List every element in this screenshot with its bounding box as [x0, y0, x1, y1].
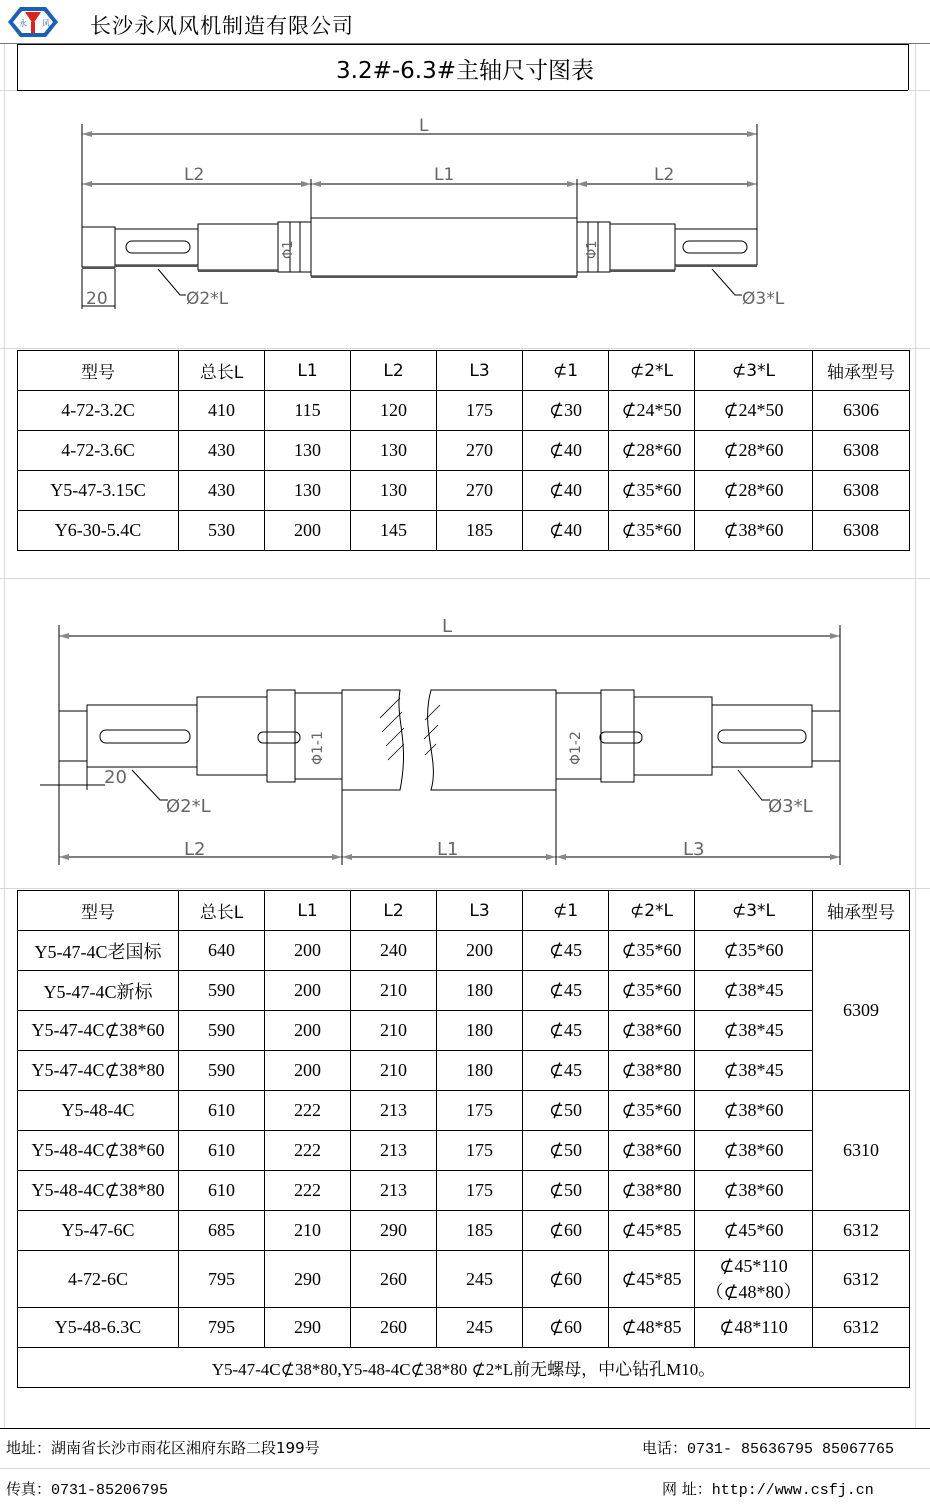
table-cell: 245: [437, 1308, 523, 1348]
table-cell: ⊄45: [523, 1011, 609, 1051]
table-cell: ⊄60: [523, 1211, 609, 1251]
table-cell: 4-72-6C: [18, 1251, 179, 1308]
table-cell: ⊄45: [523, 971, 609, 1011]
table-cell: ⊄40: [523, 511, 609, 551]
phi3L-label-2: Ø3*L: [768, 796, 813, 817]
table-cell: 610: [179, 1171, 265, 1211]
logo-char-right: 风: [42, 19, 50, 28]
dim-L2-label-2: L2: [184, 839, 206, 860]
table-cell: 180: [437, 1051, 523, 1091]
phi2L-label: Ø2*L: [186, 289, 229, 309]
table-cell: 6306: [813, 391, 910, 431]
table-cell: Y5-47-4C⊄38*80: [18, 1051, 179, 1091]
dim-L1-label: L1: [434, 165, 455, 185]
table-cell: 200: [265, 931, 351, 971]
table-cell: 175: [437, 1131, 523, 1171]
table-cell: 200: [265, 971, 351, 1011]
bearing-cell: 6310: [813, 1091, 910, 1211]
table-cell: ⊄35*60: [609, 1091, 695, 1131]
table-row: [18, 1211, 910, 1251]
table-cell: 210: [265, 1211, 351, 1251]
phi3L-label: Ø3*L: [742, 289, 785, 309]
phi1-right-label: Φ1: [585, 240, 600, 259]
table2-header-cell: ⊄3*L: [695, 891, 813, 931]
page-title: 3.2#-6.3#主轴尺寸图表: [336, 58, 594, 84]
table-cell: 222: [265, 1171, 351, 1211]
table-row: [18, 391, 910, 431]
table1-header-row: [18, 351, 910, 391]
table-cell: ⊄48*110: [695, 1308, 813, 1348]
shaft-drawing-1: [0, 91, 930, 348]
table-cell: ⊄38*60: [609, 1011, 695, 1051]
table-cell: ⊄60: [523, 1308, 609, 1348]
dim-L1-label-2: L1: [437, 839, 459, 860]
table-cell: ⊄35*60: [695, 931, 813, 971]
table1-header-cell: L2: [351, 351, 437, 391]
table-cell: ⊄45*60: [695, 1211, 813, 1251]
table-cell: ⊄38*60: [695, 1131, 813, 1171]
table-row: [18, 1171, 910, 1211]
table2-header-cell: L2: [351, 891, 437, 931]
table-cell: 4-72-3.6C: [18, 431, 179, 471]
website-label: 网 址：: [662, 1480, 712, 1498]
table-cell: ⊄30: [523, 391, 609, 431]
table-cell: 145: [351, 511, 437, 551]
table-cell: 185: [437, 1211, 523, 1251]
table1-header-cell: 总长L: [179, 351, 265, 391]
table-cell: ⊄35*60: [609, 471, 695, 511]
table-cell: 210: [351, 971, 437, 1011]
table-cell: ⊄35*60: [609, 511, 695, 551]
address-line: [6, 1437, 320, 1458]
dim-20-label-2: 20: [104, 767, 127, 788]
table-row: [18, 931, 910, 971]
phone-line: [642, 1437, 894, 1458]
phone-value: 0731- 85636795 85067765: [687, 1441, 895, 1458]
website-line: [662, 1478, 874, 1499]
table-row: [18, 1091, 910, 1131]
bearing-cell: 6312: [813, 1251, 910, 1308]
phi1-left-label: Φ1: [281, 240, 296, 259]
table-cell: ⊄28*60: [695, 471, 813, 511]
fax-line: [6, 1478, 168, 1499]
table2-header-cell: 总长L: [179, 891, 265, 931]
logo-char-left: 永: [19, 19, 27, 28]
table-cell: Y6-30-5.4C: [18, 511, 179, 551]
table-cell: 260: [351, 1251, 437, 1308]
table-cell: ⊄38*80: [609, 1051, 695, 1091]
dim-L2-right-label: L2: [654, 165, 675, 185]
table-cell: 130: [351, 431, 437, 471]
phi2L-label-2: Ø2*L: [166, 796, 211, 817]
table-cell: ⊄45: [523, 931, 609, 971]
table-cell: 180: [437, 971, 523, 1011]
table2-header-cell: ⊄1: [523, 891, 609, 931]
dim-L3-label-2: L3: [683, 839, 705, 860]
table-cell: 213: [351, 1091, 437, 1131]
table-cell: Y5-48-6.3C: [18, 1308, 179, 1348]
bearing-cell: 6309: [813, 931, 910, 1091]
phone-label: 电话：: [642, 1439, 688, 1457]
table-cell: 115: [265, 391, 351, 431]
table-cell: 210: [351, 1011, 437, 1051]
table-row: [18, 511, 910, 551]
table-cell: [695, 1251, 813, 1308]
table-cell: Y5-48-4C⊄38*60: [18, 1131, 179, 1171]
table-cell: 130: [265, 431, 351, 471]
dim-L-label: L: [419, 116, 429, 136]
bearing-cell: 6312: [813, 1308, 910, 1348]
website-link[interactable]: http://www.csfj.cn: [711, 1482, 874, 1499]
table-cell: 640: [179, 931, 265, 971]
table-cell: 180: [437, 1011, 523, 1051]
shaft-table-1: [17, 350, 910, 551]
company-logo: [6, 4, 60, 40]
table-cell: ⊄48*85: [609, 1308, 695, 1348]
table-cell: 290: [265, 1308, 351, 1348]
dim-L-label-2: L: [442, 616, 453, 637]
table-cell: 200: [265, 511, 351, 551]
table-cell: ⊄40: [523, 431, 609, 471]
table-cell: 6308: [813, 471, 910, 511]
table-cell: 210: [351, 1051, 437, 1091]
table-cell: ⊄45: [523, 1051, 609, 1091]
table-cell: 240: [351, 931, 437, 971]
table-cell: ⊄28*60: [695, 431, 813, 471]
table-cell: ⊄60: [523, 1251, 609, 1308]
table-row: [18, 471, 910, 511]
table-cell: 4-72-3.2C: [18, 391, 179, 431]
table-cell: 270: [437, 431, 523, 471]
table-cell: ⊄38*45: [695, 971, 813, 1011]
table-cell: ⊄38*80: [609, 1171, 695, 1211]
table-cell: 175: [437, 1091, 523, 1131]
table-row: [18, 1011, 910, 1051]
table-cell: 795: [179, 1308, 265, 1348]
table1-header-cell: ⊄1: [523, 351, 609, 391]
table-cell: ⊄45*85: [609, 1211, 695, 1251]
note-row: [18, 1348, 910, 1388]
table-cell: ⊄50: [523, 1171, 609, 1211]
table-cell: 270: [437, 471, 523, 511]
table2-header-cell: L1: [265, 891, 351, 931]
table-cell: 590: [179, 1011, 265, 1051]
table1-header-cell: ⊄3*L: [695, 351, 813, 391]
table-cell: Y5-47-4C⊄38*60: [18, 1011, 179, 1051]
table-cell: 685: [179, 1211, 265, 1251]
table-cell: 260: [351, 1308, 437, 1348]
phi1-2-label: Φ1-2: [568, 731, 584, 765]
table-cell: 245: [437, 1251, 523, 1308]
table-cell: ⊄24*50: [609, 391, 695, 431]
table-cell: ⊄24*50: [695, 391, 813, 431]
table-cell: 130: [351, 471, 437, 511]
table2-header-cell: ⊄2*L: [609, 891, 695, 931]
table-row: [18, 1308, 910, 1348]
table-cell: 222: [265, 1091, 351, 1131]
table-cell: ⊄45*85: [609, 1251, 695, 1308]
table-cell: 610: [179, 1091, 265, 1131]
table-cell: 213: [351, 1171, 437, 1211]
company-name: 长沙永风风机制造有限公司: [90, 14, 354, 38]
table-cell: ⊄38*60: [695, 1091, 813, 1131]
table1-header-cell: L1: [265, 351, 351, 391]
dim-20-label: 20: [86, 289, 108, 309]
table1-header-cell: 型号: [18, 351, 179, 391]
table-cell: 610: [179, 1131, 265, 1171]
table-cell: ⊄38*60: [609, 1131, 695, 1171]
table-row: [18, 1131, 910, 1171]
phi1-1-label: Φ1-1: [310, 731, 326, 765]
table-cell: ⊄50: [523, 1091, 609, 1131]
table-cell: 200: [265, 1051, 351, 1091]
table-row: [18, 431, 910, 471]
table-cell: ⊄38*45: [695, 1011, 813, 1051]
shaft-table-2: [17, 890, 910, 1388]
table-cell: 590: [179, 1051, 265, 1091]
table-cell: 130: [265, 471, 351, 511]
table-cell: ⊄38*60: [695, 1171, 813, 1211]
table-cell: 290: [351, 1211, 437, 1251]
table-cell: Y5-47-3.15C: [18, 471, 179, 511]
table-cell: ⊄28*60: [609, 431, 695, 471]
table-cell: Y5-47-6C: [18, 1211, 179, 1251]
table2-header-row: [18, 891, 910, 931]
table-cell: 222: [265, 1131, 351, 1171]
fax-label: 传真：: [6, 1480, 52, 1498]
table-cell: 530: [179, 511, 265, 551]
cell-line-extra: （⊄48*80）: [705, 1282, 802, 1302]
table-cell: ⊄38*45: [695, 1051, 813, 1091]
table-cell: ⊄35*60: [609, 931, 695, 971]
table-cell: ⊄35*60: [609, 971, 695, 1011]
shaft-drawing-2: [0, 580, 930, 888]
table-cell: 120: [351, 391, 437, 431]
table-cell: 430: [179, 431, 265, 471]
table-cell: 185: [437, 511, 523, 551]
table1-header-cell: ⊄2*L: [609, 351, 695, 391]
cell-line: ⊄45*110: [719, 1256, 788, 1276]
table-cell: 795: [179, 1251, 265, 1308]
table2-header-cell: 轴承型号: [813, 891, 910, 931]
table-cell: 590: [179, 971, 265, 1011]
address-label: 地址：: [6, 1439, 52, 1457]
table-cell: 200: [265, 1011, 351, 1051]
table-cell: ⊄38*60: [695, 511, 813, 551]
table-cell: Y5-47-4C新标: [18, 971, 179, 1011]
table2-header-cell: L3: [437, 891, 523, 931]
table-cell: Y5-48-4C⊄38*80: [18, 1171, 179, 1211]
table-cell: 175: [437, 1171, 523, 1211]
address-value: 湖南省长沙市雨花区湘府东路二段199号: [51, 1439, 320, 1457]
table-cell: 6308: [813, 511, 910, 551]
table-row: [18, 971, 910, 1011]
table2-header-cell: 型号: [18, 891, 179, 931]
table-cell: Y5-47-4C老国标: [18, 931, 179, 971]
table-cell: 6308: [813, 431, 910, 471]
table-row: [18, 1251, 910, 1308]
table-cell: 175: [437, 391, 523, 431]
table-cell: 410: [179, 391, 265, 431]
dim-L2-left-label: L2: [184, 165, 205, 185]
table-cell: Y5-48-4C: [18, 1091, 179, 1131]
table1-header-cell: 轴承型号: [813, 351, 910, 391]
table-row: [18, 1051, 910, 1091]
table1-header-cell: L3: [437, 351, 523, 391]
table-cell: 200: [437, 931, 523, 971]
table-cell: ⊄40: [523, 471, 609, 511]
bearing-cell: 6312: [813, 1211, 910, 1251]
table-cell: 430: [179, 471, 265, 511]
table-cell: 290: [265, 1251, 351, 1308]
table-note: Y5-47-4C⊄38*80,Y5-48-4C⊄38*80 ⊄2*L前无螺母，中心钻孔M10。: [18, 1348, 910, 1388]
table-cell: 213: [351, 1131, 437, 1171]
table-cell: ⊄50: [523, 1131, 609, 1171]
fax-value: 0731-85206795: [51, 1482, 169, 1499]
